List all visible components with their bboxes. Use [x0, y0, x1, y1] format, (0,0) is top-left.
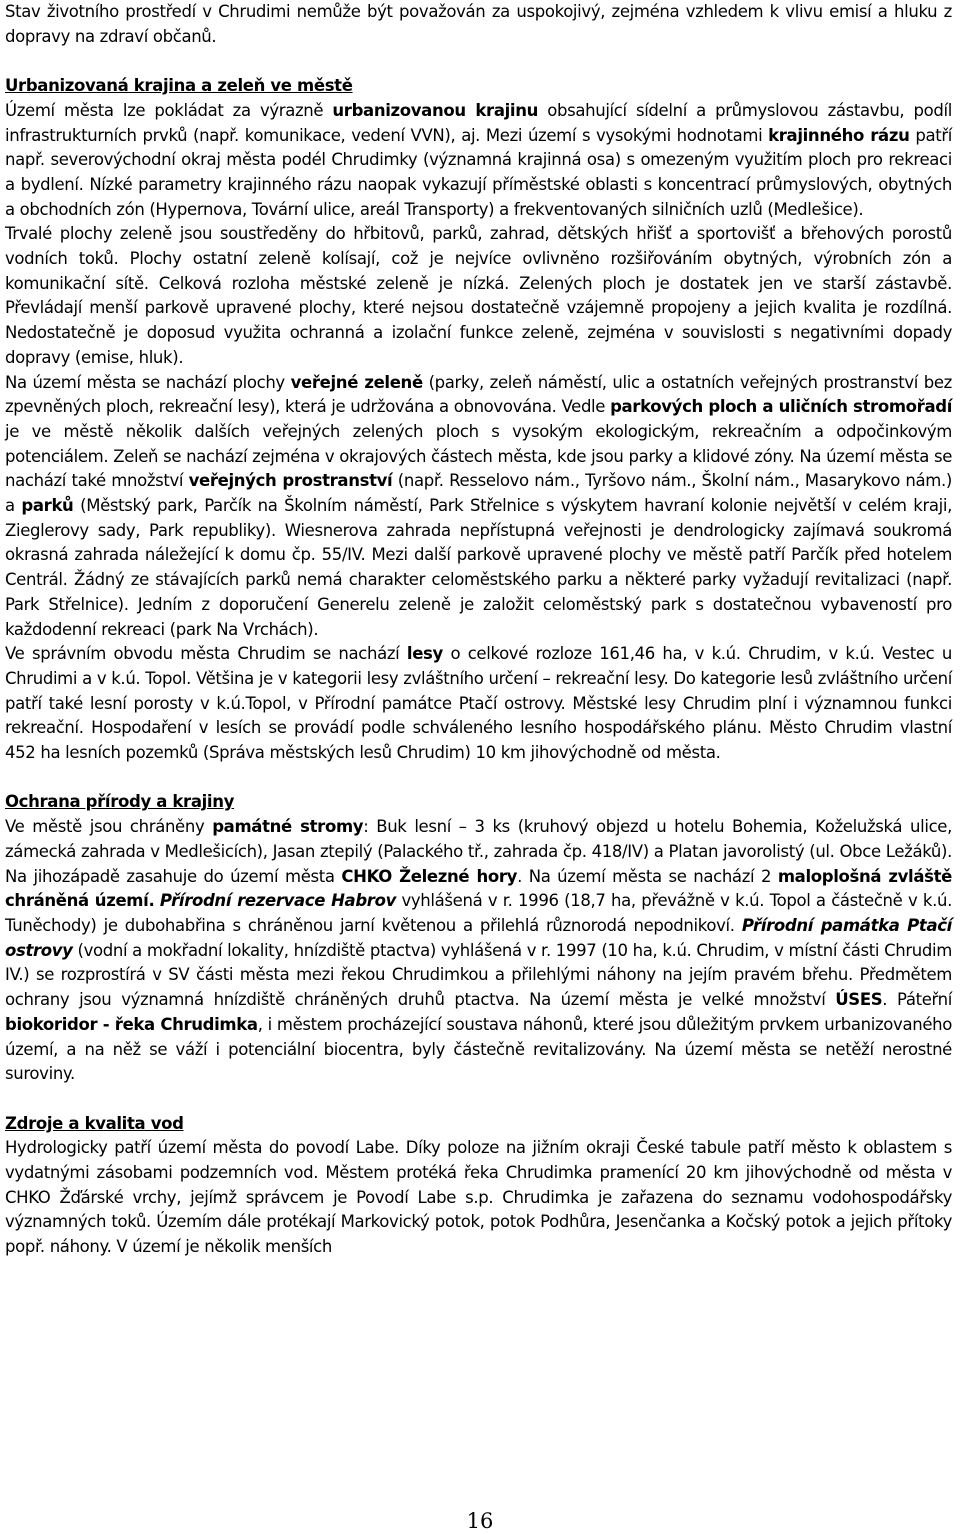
paragraph-urban-landscape: Území města lze pokládat za výrazně urbanizovanou krajinu obsahující sídelní a průmyslovou zástavbu, podíl infrastrukturních prvků (např. komunikace, vedení VVN), aj. Mezi území s vysokými hodnotami krajinného rázu patří např. severovýchodní okraj města podél Chrudimky (významná krajinná osa) s omezeným využitím ploch pro rekreaci a bydlení. Nízké parametry krajinného rázu naopak vykazují příměstské oblasti s koncentrací průmyslových, obytných a obchodních zón (Hypernova, Tovární ulice, areál Transporty) a frekventovaných silničních uzlů (Medlešice).: [5, 100, 952, 219]
paragraph-nature-protection: Ve městě jsou chráněny památné stromy: Buk lesní – 3 ks (kruhový objezd u hotelu Bohemia, Koželužská ulice, zámecká zahrada v Medlešicích), Jasan ztepilý (Palackého tř., zahrada čp. 418/IV) a Platan javorolistý (ul. Obce Ležáků). Na jihozápadě zasahuje do území města CHKO Železné hory. Na území města se nachází 2 maloplošná zvláště chráněná území. Přírodní rezervace Habrov vyhlášená v r. 1996 (18,7 ha, převážně v k.ú. Topol a částečně v k.ú. Tuněchody) je dubohabřina s chráněnou jarní květenou a přilehlá různorodá nepodnikoví. Přírodní památka Ptačí ostrovy (vodní a mokřadní lokality, hnízdiště ptactva) vyhlášená v r. 1997 (10 ha, k.ú. Chrudim, v místní části Chrudim IV.) se rozprostírá v SV části města mezi řekou Chrudimkou a přilehlými náhony na jejím pravém břehu. Předmětem ochrany jsou významná hnízdiště chráněných druhů ptactva. Na území města je velké množství ÚSES. Páteřní biokoridor - řeka Chrudimka, i městem procházející soustava náhonů, které jsou důležitým prvkem urbanizovaného území, a na něž se váží i potenciální biocentra, byly částečně revitalizovány. Na území města se netěží nerostné suroviny.: [5, 817, 952, 1084]
page-number: 16: [466, 1509, 494, 1533]
paragraph-greenery: Trvalé plochy zeleně jsou soustředěny do hřbitovů, parků, zahrad, dětských hřišť a sportovišť a břehových porostů vodních toků. Plochy ostatní zeleně kolísají, což je nejvíce ovlivněno rozšiřováním obytných, výrobních zón a komunikační sítě. Celková rozloha městské zeleně je nízká. Zelených ploch je dostatek jen ve starší zástavbě. Převládají menší parkově upravené plochy, které nejsou dostatečně vzájemně propojeny a jejich kvalita je rozdílná. Nedostatečně je doposud využita ochranná a izolační funkce zeleně, zejména v souvislosti s negativními dopady dopravy (emise, hluk).: [5, 224, 952, 367]
document-page: [5, 0, 952, 1260]
paragraph-forests: Ve správním obvodu města Chrudim se nachází lesy o celkové rozloze 161,46 ha, v k.ú. Chrudim, v k.ú. Vestec u Chrudimi a v k.ú. Topol. Většina je v kategorii lesy zvláštního určení – rekreační lesy. Do kategorie lesů zvláštního určení patří také lesní porosty v k.ú.Topol, v Přírodní památce Ptačí ostrovy. Městské lesy Chrudim plní i významnou funkci rekreační. Hospodaření v lesích se provádí podle schváleného lesního hospodářského plánu. Město Chrudim vlastní 452 ha lesních pozemků (Správa městských lesů Chrudim) 10 km jihovýchodně od města.: [5, 644, 952, 763]
intro-paragraph: Stav životního prostředí v Chrudimi nemůže být považován za uspokojivý, zejména vzhledem k vlivu emisí a hluku z dopravy na zdraví občanů.: [5, 2, 952, 46]
section-heading-urbanized-landscape: Urbanizovaná krajina a zeleň ve městě: [5, 76, 353, 96]
paragraph-water: Hydrologicky patří území města do povodí Labe. Díky poloze na jižním okraji České tabule patří město k oblastem s vydatnými zásobami podzemních vod. Městem protéká řeka Chrudimka pramenící 20 km jihovýchodně od města v CHKO Žďárské vrchy, jejímž správcem je Povodí Labe s.p. Chrudimka je zařazena do seznamu vodohospodářsky významných toků. Územím dále protékají Markovický potok, potok Podhůra, Jesenčanka a Kočský potok a jejich přítoky popř. náhony. V území je několik menších: [5, 1138, 952, 1257]
section-heading-water: Zdroje a kvalita vod: [5, 1113, 184, 1133]
section-heading-nature-protection: Ochrana přírody a krajiny: [5, 792, 235, 812]
paragraph-public-greenery: Na území města se nachází plochy veřejné zeleně (parky, zeleň náměstí, ulic a ostatních veřejných prostranství bez zpevněných ploch, rekreační lesy), která je udržována a obnovována. Vedle parkových ploch a uličních stromořadí je ve městě několik dalších veřejných zelených ploch s vysokým ekologickým, rekreačním a odpočinkovým potenciálem. Zeleň se nachází zejména v okrajových částech města, kde jsou parky a klidové zóny. Na území města se nachází také množství veřejných prostranství (např. Resselovo nám., Tyršovo nám., Školní nám., Masarykovo nám.) a parků (Městský park, Parčík na Školním náměstí, Park Střelnice s výskytem havraní kolonie největší v celém kraji, Zieglerovy sady, Park republiky). Wiesnerova zahrada nepřístupná veřejnosti je dendrologicky zajímavá soukromá okrasná zahrada náležející k domu čp. 55/IV. Mezi další parkově upravené plochy ve městě patří Parčík před hotelem Centrál. Žádný ze stávajících parků nemá charakter celoměstského parku a některé parky vyžadují revitalizaci (např. Park Střelnice). Jedním z doporučení Generelu zeleně je založit celoměstský park s dostatečnou vybaveností pro každodenní rekreaci (park Na Vrchách).: [5, 372, 953, 639]
